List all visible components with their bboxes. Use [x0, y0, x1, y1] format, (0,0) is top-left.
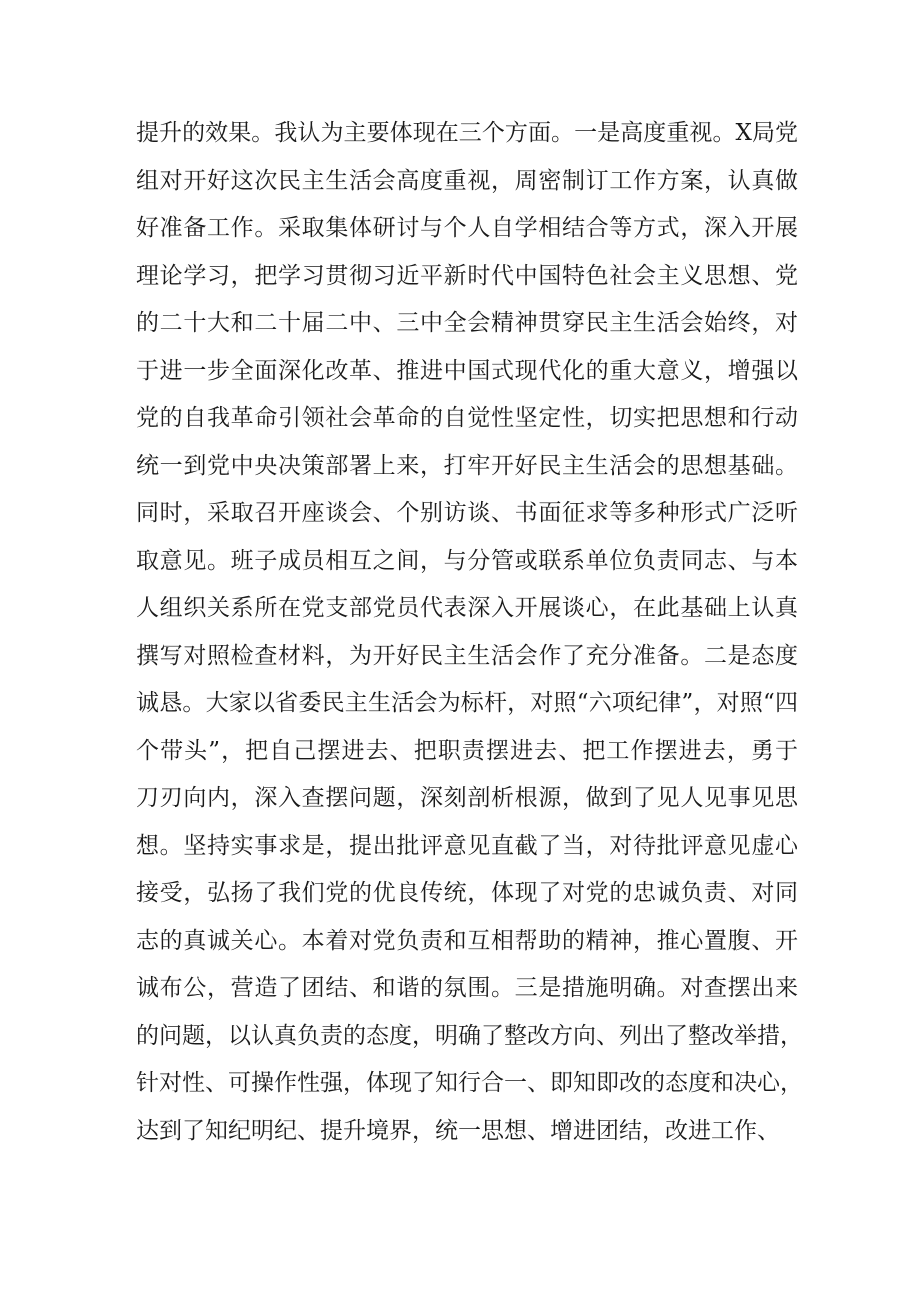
text-line: 撰写对照检查材料，为开好民主生活会作了充分准备。二是态度 — [136, 642, 798, 669]
text-line: 针对性、可操作性强，体现了知行合一、即知即改的态度和决心， — [136, 1070, 803, 1096]
text-line: 党的自我革命引领社会革命的自觉性坚定性，切实把思想和行动 — [136, 405, 798, 431]
text-line: 组对开好这次民主生活会高度重视，周密制订工作方案，认真做 — [136, 167, 798, 194]
text-line: 的二十大和二十届二中、三中全会精神贯穿民主生活会始终，对 — [136, 310, 798, 336]
text-line: 诚恳。大家以省委民主生活会为标杆，对照“六项纪律”，对照“四 — [136, 690, 798, 716]
text-line: 同时，采取召开座谈会、个别访谈、书面征求等多种形式广泛听 — [136, 500, 798, 526]
text-line: 统一到党中央决策部署上来，打牢开好民主生活会的思想基础。 — [136, 452, 798, 479]
text-line: 达到了知纪明纪、提升境界，统一思想、增进团结，改进工作、 — [136, 1117, 780, 1144]
text-line: 接受，弘扬了我们党的优良传统，体现了对党的忠诚负责、对同 — [136, 880, 798, 906]
text-line: 于进一步全面深化改革、推进中国式现代化的重大意义，增强以 — [136, 357, 798, 384]
text-line: 人组织关系所在党支部党员代表深入开展谈心，在此基础上认真 — [136, 595, 798, 621]
text-line: 想。坚持实事求是，提出批评意见直截了当，对待批评意见虚心 — [136, 832, 798, 859]
text-line: 好准备工作。采取集体研讨与个人自学相结合等方式，深入开展 — [136, 215, 798, 241]
text-line: 志的真诚关心。本着对党负责和互相帮助的精神，推心置腹、开 — [136, 927, 798, 954]
text-line: 刀刃向内，深入查摆问题，深刻剖析根源，做到了见人见事见思 — [136, 785, 798, 811]
body-paragraph — [136, 110, 803, 1155]
text-line: 理论学习，把学习贯彻习近平新时代中国特色社会主义思想、党 — [136, 262, 798, 289]
text-line: 个带头”，把自己摆进去、把职责摆进去、把工作摆进去，勇于 — [136, 737, 798, 764]
text-line: 诚布公，营造了团结、和谐的氛围。三是措施明确。对查摆出来 — [136, 975, 798, 1001]
text-line: 提升的效果。我认为主要体现在三个方面。一是高度重视。X局党 — [136, 120, 798, 146]
text-line: 取意见。班子成员相互之间，与分管或联系单位负责同志、与本 — [136, 547, 798, 574]
text-line: 的问题，以认真负责的态度，明确了整改方向、列出了整改举措， — [136, 1022, 803, 1049]
